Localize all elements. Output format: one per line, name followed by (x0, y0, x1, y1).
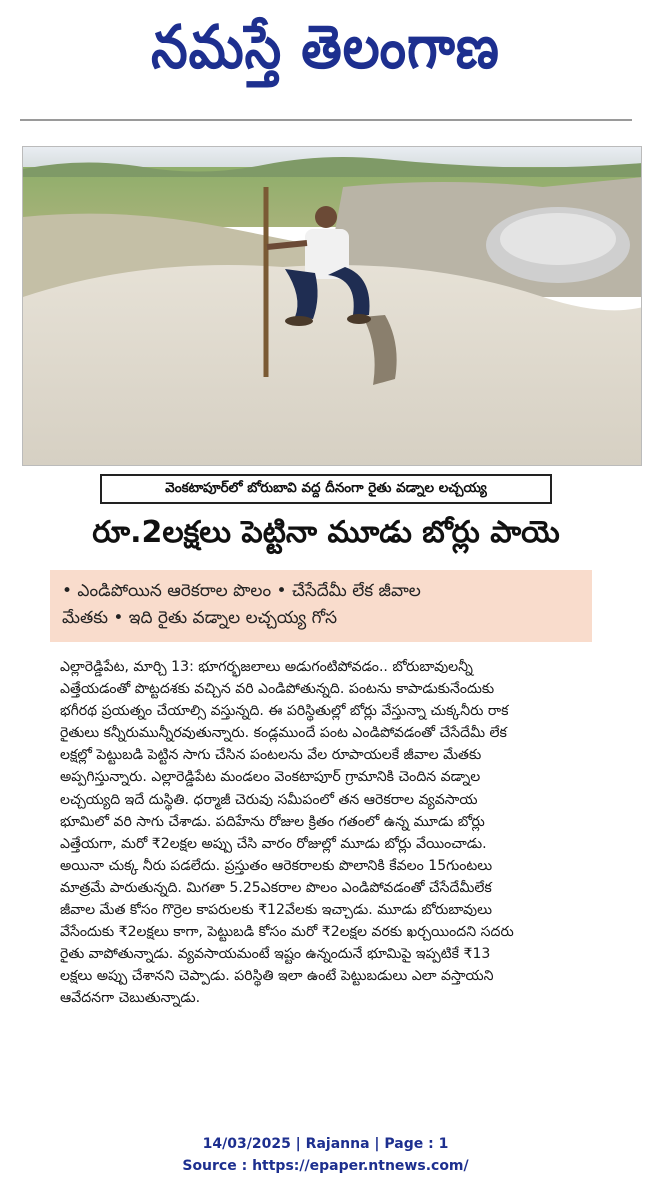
article-line: అయినా చుక్క నీరు పడలేదు. ప్రస్తుతం ఆరెకరాలకు పొలానికి కేవలం 15గుంటలు (60, 857, 493, 874)
article-line: లచ్చయ్యది ఇదే దుస్థితి. ధర్మాజీ చెరువు సమీపంలో తన ఆరెకరాల వ్యవసాయ (60, 791, 478, 808)
article-line: భగీరథ ప్రయత్నం చేయాల్సి వస్తున్నది. ఈ పరిస్థితుల్లో బోర్లు వేస్తున్నా చుక్కనీరు రాక (60, 703, 509, 720)
masthead-divider (20, 119, 632, 121)
article-body (60, 656, 642, 1010)
article-line: ఎత్తేయగా, మరో ₹2లక్షల అప్పు చేసి వారం రోజుల్లో మూడు బోర్లు వేయించాడు. (60, 835, 487, 852)
source-link[interactable]: Source : https://epaper.ntnews.com/ (182, 1158, 469, 1174)
photo-caption: వెంకటాపూర్‌లో బోరుబావి వద్ద దీనంగా రైతు వడ్నాల లచ్చయ్య (100, 474, 552, 504)
article-line: ఎల్లారెడ్డిపేట, మార్చి 13: భూగర్భజలాలు అడుగంటిపోవడం.. బోరుబావులన్నీ (60, 659, 473, 675)
article-line: ఆవేదనగా చెబుతున్నాడు. (60, 990, 201, 1007)
article-line: భూమిలో వరి సాగు చేశాడు. పదిహేను రోజుల క్రితం గతంలో ఉన్న మూడు బోర్లు (60, 813, 485, 830)
article-line: మాత్రమే పారుతున్నది. మిగతా 5.25ఎకరాల పొలం ఎండిపోవడంతో చేసేదేమీలేక (60, 879, 492, 896)
article-line: జీవాల మేత కోసం గొర్రెల కాపరులకు ₹12వేలకు ఇచ్చాడు. మూడు బోరుబావులు (60, 902, 492, 919)
news-photo (22, 146, 642, 466)
article-line: ఎత్తేయడంతో పొట్టదశకు వచ్చిన వరి ఎండిపోతున్నది. పంటను కాపాడుకునేందుకు (60, 681, 495, 698)
article-line: వేసేందుకు ₹2లక్షలు కాగా, పెట్టుబడి కోసం మరో ₹2లక్షల వరకు ఖర్చయిందని సదరు (60, 924, 514, 941)
article-line: లక్షలు అప్పు చేశానని చెప్పాడు. పరిస్థితి ఇలా ఉంటే పెట్టుబడులు ఎలా వస్తాయని (60, 968, 494, 985)
subdeck-line-2: మేతకు • ఇది రైతు వడ్నాల లచ్చయ్య గోస (62, 608, 338, 628)
subdeck-line-1: • ఎండిపోయిన ఆరెకరాల పొలం • చేసేదేమీ లేక జీవాల (62, 581, 421, 601)
masthead (0, 0, 651, 110)
article-headline: రూ.2లక్షలు పెట్టినా మూడు బోర్లు పాయె (92, 515, 560, 550)
article-subdeck (50, 570, 592, 642)
newspaper-logo: నమస్తే తెలంగాణ (151, 13, 500, 83)
edition-info: 14/03/2025 | Rajanna | Page : 1 (202, 1136, 449, 1152)
article-line: రైతు వాపోతున్నాడు. వ్యవసాయమంటే ఇష్టం ఉన్నందునే భూమిపై ఇప్పటికే ₹13 (60, 946, 491, 963)
farmer-photo-illustration (23, 147, 642, 466)
page-footer (0, 1133, 651, 1177)
article-line: లక్షల్లో పెట్టుబడి పెట్టిన సాగు చేసిన పంటలను వేల రూపాయలకే జీవాల మేతకు (60, 747, 482, 764)
article-line: అప్పగిస్తున్నారు. ఎల్లారెడ్డిపేట మండలం వెంకటాపూర్ గ్రామానికి చెందిన వడ్నాల (60, 769, 481, 786)
article-line: రైతులు కన్నీరుమున్నీరవుతున్నారు. కండ్లముందే పంట ఎండిపోవడంతో చేసేదేమీ లేక (60, 725, 507, 742)
